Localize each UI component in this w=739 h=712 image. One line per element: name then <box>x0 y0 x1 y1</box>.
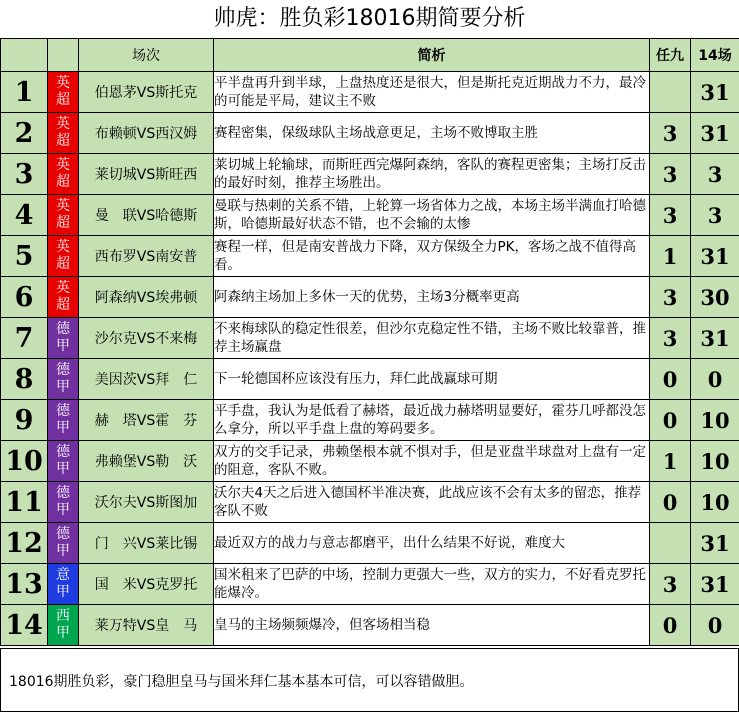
league-char: 德 <box>56 362 70 378</box>
league-char: 德 <box>56 444 70 460</box>
table-row <box>1 523 739 564</box>
pick-r14: 3 <box>691 154 739 195</box>
pick-r14: 10 <box>691 482 739 523</box>
table-row <box>1 441 739 482</box>
league-char: 英 <box>56 157 70 173</box>
analysis-text: 平手盘，我认为是低看了赫塔，最近战力赫塔明显要好，霍芬几呼都没怎么拿分，所以平手盘上盘的筹码要多。 <box>214 400 650 441</box>
league-char: 英 <box>56 116 70 132</box>
row-number: 7 <box>1 318 48 359</box>
pick-r9: 3 <box>650 154 691 195</box>
table-row <box>1 605 739 646</box>
league-char: 意 <box>56 567 70 583</box>
league-badge <box>48 441 79 482</box>
match-name: 沃尔夫VS斯图加 <box>79 482 214 523</box>
league-char: 甲 <box>56 543 70 559</box>
table-row <box>1 236 739 277</box>
league-char: 西 <box>56 608 70 624</box>
pick-r14: 31 <box>691 318 739 359</box>
league-char: 超 <box>56 215 70 231</box>
match-name: 赫 塔VS霍 芬 <box>79 400 214 441</box>
header-r9: 任九 <box>650 39 691 72</box>
row-number: 1 <box>1 72 48 113</box>
pick-r9: 3 <box>650 277 691 318</box>
analysis-text: 最近双方的战力与意志都磨平，出什么结果不好说，难度大 <box>214 523 650 564</box>
analysis-table <box>0 38 739 646</box>
table-row <box>1 400 739 441</box>
pick-r14: 31 <box>691 523 739 564</box>
league-badge <box>48 605 79 646</box>
league-badge <box>48 482 79 523</box>
table-header-row <box>1 39 739 72</box>
league-badge <box>48 277 79 318</box>
row-number: 12 <box>1 523 48 564</box>
match-name: 门 兴VS莱比锡 <box>79 523 214 564</box>
league-badge <box>48 154 79 195</box>
analysis-text: 国米租来了巴萨的中场，控制力更强大一些，双方的实力，不好看克罗托能爆冷。 <box>214 564 650 605</box>
analysis-text: 赛程密集，保级球队主场战意更足，主场不败博取主胜 <box>214 113 650 154</box>
match-name: 阿森纳VS埃弗顿 <box>79 277 214 318</box>
footer-note <box>0 648 739 712</box>
row-number: 9 <box>1 400 48 441</box>
league-char: 德 <box>56 321 70 337</box>
match-name: 伯恩茅VS斯托克 <box>79 72 214 113</box>
pick-r14: 10 <box>691 441 739 482</box>
league-badge <box>48 318 79 359</box>
pick-r9: 3 <box>650 564 691 605</box>
league-badge <box>48 72 79 113</box>
league-badge <box>48 523 79 564</box>
league-char: 甲 <box>56 502 70 518</box>
league-badge <box>48 564 79 605</box>
pick-r14: 31 <box>691 113 739 154</box>
row-number: 3 <box>1 154 48 195</box>
analysis-text: 平半盘再升到半球，上盘热度还是很大，但是斯托克近期战力不力，最冷的可能是平局，建议主不败 <box>214 72 650 113</box>
pick-r14: 0 <box>691 605 739 646</box>
match-name: 莱万特VS皇 马 <box>79 605 214 646</box>
match-name: 莱切城VS斯旺西 <box>79 154 214 195</box>
table-row <box>1 564 739 605</box>
league-char: 英 <box>56 75 70 91</box>
header-r14: 14场 <box>691 39 739 72</box>
pick-r14: 31 <box>691 72 739 113</box>
pick-r9 <box>650 523 691 564</box>
pick-r9 <box>650 72 691 113</box>
table-row <box>1 72 739 113</box>
league-char: 超 <box>56 174 70 190</box>
analysis-text: 下一轮德国杯应该没有压力，拜仁此战赢球可期 <box>214 359 650 400</box>
pick-r14: 31 <box>691 564 739 605</box>
analysis-text: 阿森纳主场加上多休一天的优势，主场3分概率更高 <box>214 277 650 318</box>
table-row <box>1 154 739 195</box>
pick-r14: 10 <box>691 400 739 441</box>
pick-r9: 1 <box>650 441 691 482</box>
match-name: 曼 联VS哈德斯 <box>79 195 214 236</box>
match-name: 西布罗VS南安普 <box>79 236 214 277</box>
row-number: 13 <box>1 564 48 605</box>
pick-r14: 0 <box>691 359 739 400</box>
pick-r9: 1 <box>650 236 691 277</box>
league-char: 甲 <box>56 584 70 600</box>
league-char: 甲 <box>56 461 70 477</box>
row-number: 5 <box>1 236 48 277</box>
league-char: 甲 <box>56 338 70 354</box>
pick-r9: 0 <box>650 400 691 441</box>
match-name: 布赖顿VS西汉姆 <box>79 113 214 154</box>
analysis-text: 皇马的主场频频爆冷，但客场相当稳 <box>214 605 650 646</box>
league-char: 超 <box>56 92 70 108</box>
league-char: 甲 <box>56 420 70 436</box>
page-title: 帅虎：胜负彩18016期简要分析 <box>213 6 526 31</box>
pick-r9: 3 <box>650 113 691 154</box>
league-char: 德 <box>56 485 70 501</box>
row-number: 6 <box>1 277 48 318</box>
league-char: 甲 <box>56 625 70 641</box>
table-row <box>1 277 739 318</box>
pick-r9: 0 <box>650 605 691 646</box>
match-name: 沙尔克VS不来梅 <box>79 318 214 359</box>
match-name: 国 米VS克罗托 <box>79 564 214 605</box>
row-number: 14 <box>1 605 48 646</box>
row-number: 10 <box>1 441 48 482</box>
pick-r9: 3 <box>650 318 691 359</box>
league-char: 超 <box>56 297 70 313</box>
row-number: 2 <box>1 113 48 154</box>
league-char: 德 <box>56 403 70 419</box>
analysis-text: 不来梅球队的稳定性很差，但沙尔克稳定性不错，主场不败比较靠普，推荐主场赢盘 <box>214 318 650 359</box>
table-row <box>1 359 739 400</box>
table-row <box>1 113 739 154</box>
row-number: 8 <box>1 359 48 400</box>
league-badge <box>48 113 79 154</box>
match-name: 美因茨VS拜 仁 <box>79 359 214 400</box>
league-char: 英 <box>56 239 70 255</box>
row-number: 4 <box>1 195 48 236</box>
header-league <box>48 39 79 72</box>
league-char: 德 <box>56 526 70 542</box>
table-row <box>1 482 739 523</box>
league-char: 英 <box>56 280 70 296</box>
league-char: 英 <box>56 198 70 214</box>
header-match: 场次 <box>79 39 214 72</box>
pick-r14: 31 <box>691 236 739 277</box>
league-badge <box>48 400 79 441</box>
pick-r9: 0 <box>650 482 691 523</box>
header-number <box>1 39 48 72</box>
row-number: 11 <box>1 482 48 523</box>
league-char: 超 <box>56 133 70 149</box>
analysis-text: 莱切城上轮输球，而斯旺西完爆阿森纳，客队的赛程更密集；主场打反击的最好时刻，推荐主场胜出。 <box>214 154 650 195</box>
pick-r9: 3 <box>650 195 691 236</box>
league-char: 甲 <box>56 379 70 395</box>
header-analysis: 简析 <box>214 39 650 72</box>
league-badge <box>48 236 79 277</box>
league-badge <box>48 359 79 400</box>
league-badge <box>48 195 79 236</box>
table-row <box>1 318 739 359</box>
analysis-text: 沃尔夫4天之后进入德国杯半准决赛，此战应该不会有太多的留恋，推荐客队不败 <box>214 482 650 523</box>
analysis-text: 双方的交手记录，弗赖堡根本就不惧对手，但是亚盘半球盘对上盘有一定的阻意，客队不败。 <box>214 441 650 482</box>
pick-r14: 30 <box>691 277 739 318</box>
pick-r9: 0 <box>650 359 691 400</box>
analysis-text: 曼联与热刺的关系不错，上轮算一场省体力之战，本场主场半满血打哈德斯，哈德斯最好状态不错，也不会输的太惨 <box>214 195 650 236</box>
footer-text: 18016期胜负彩，豪门稳胆皇马与国米拜仁基本基本可信，可以容错做胆。 <box>9 674 474 690</box>
match-name: 弗赖堡VS勒 沃 <box>79 441 214 482</box>
table-row <box>1 195 739 236</box>
analysis-text: 赛程一样，但是南安普战力下降，双方保级全力PK，客场之战不值得高看。 <box>214 236 650 277</box>
pick-r14: 3 <box>691 195 739 236</box>
league-char: 超 <box>56 256 70 272</box>
